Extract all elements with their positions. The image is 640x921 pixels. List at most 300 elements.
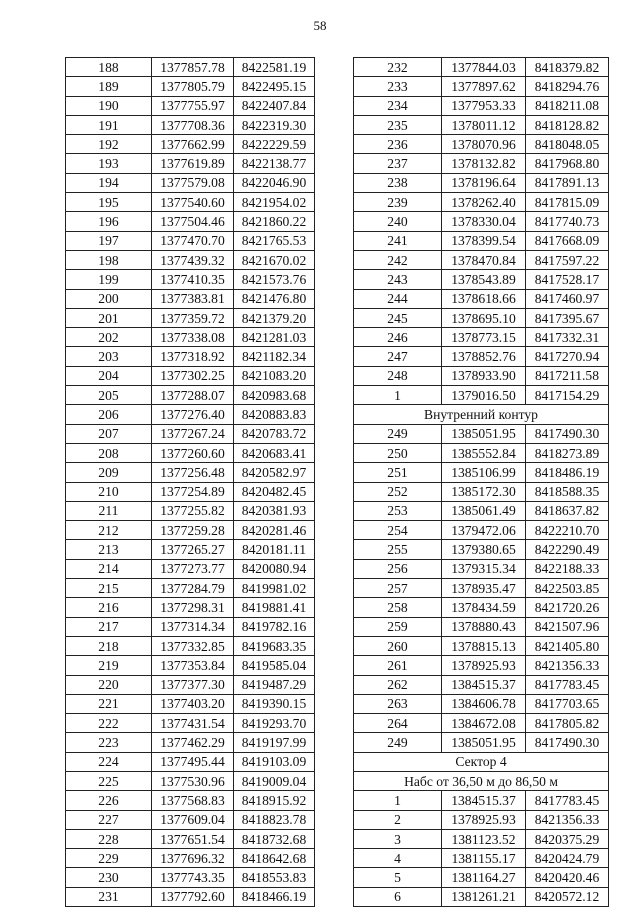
section-heading: Сектор 4 xyxy=(354,752,609,771)
point-number-cell: 242 xyxy=(354,250,442,269)
point-number-cell: 263 xyxy=(354,694,442,713)
table-row xyxy=(354,694,609,713)
table-row xyxy=(354,675,609,694)
y-coordinate-cell: 8417395.67 xyxy=(526,308,609,327)
x-coordinate-cell: 1377439.32 xyxy=(152,250,234,269)
y-coordinate-cell: 8421670.02 xyxy=(234,250,315,269)
table-row xyxy=(66,771,315,790)
y-coordinate-cell: 8421765.53 xyxy=(234,231,315,250)
x-coordinate-cell: 1377696.32 xyxy=(152,849,234,868)
table-row xyxy=(66,714,315,733)
table-row xyxy=(66,849,315,868)
x-coordinate-cell: 1377857.78 xyxy=(152,58,234,77)
table-row xyxy=(66,579,315,598)
x-coordinate-cell: 1377609.04 xyxy=(152,810,234,829)
point-number-cell: 233 xyxy=(354,77,442,96)
table-row xyxy=(354,868,609,887)
y-coordinate-cell: 8417703.65 xyxy=(526,694,609,713)
x-coordinate-cell: 1385106.99 xyxy=(442,463,526,482)
table-row xyxy=(354,617,609,636)
table-row xyxy=(66,501,315,520)
point-number-cell: 205 xyxy=(66,386,152,405)
y-coordinate-cell: 8420482.45 xyxy=(234,482,315,501)
y-coordinate-cell: 8421860.22 xyxy=(234,212,315,231)
x-coordinate-cell: 1381164.27 xyxy=(442,868,526,887)
table-row xyxy=(354,733,609,752)
x-coordinate-cell: 1379472.06 xyxy=(442,521,526,540)
table-row xyxy=(354,829,609,848)
x-coordinate-cell: 1377318.92 xyxy=(152,347,234,366)
x-coordinate-cell: 1378935.47 xyxy=(442,579,526,598)
y-coordinate-cell: 8422407.84 xyxy=(234,96,315,115)
point-number-cell: 243 xyxy=(354,270,442,289)
table-row xyxy=(354,443,609,462)
y-coordinate-cell: 8422210.70 xyxy=(526,521,609,540)
y-coordinate-cell: 8417460.97 xyxy=(526,289,609,308)
x-coordinate-cell: 1377276.40 xyxy=(152,405,234,424)
table-row xyxy=(66,115,315,134)
x-coordinate-cell: 1377288.07 xyxy=(152,386,234,405)
point-number-cell: 188 xyxy=(66,58,152,77)
y-coordinate-cell: 8418466.19 xyxy=(234,887,315,906)
point-number-cell: 249 xyxy=(354,733,442,752)
x-coordinate-cell: 1377897.62 xyxy=(442,77,526,96)
x-coordinate-cell: 1378330.04 xyxy=(442,212,526,231)
point-number-cell: 229 xyxy=(66,849,152,868)
point-number-cell: 252 xyxy=(354,482,442,501)
x-coordinate-cell: 1378196.64 xyxy=(442,173,526,192)
point-number-cell: 194 xyxy=(66,173,152,192)
table-row xyxy=(354,849,609,868)
section-heading-row xyxy=(354,405,609,424)
point-number-cell: 195 xyxy=(66,193,152,212)
point-number-cell: 214 xyxy=(66,559,152,578)
y-coordinate-cell: 8421083.20 xyxy=(234,366,315,385)
point-number-cell: 218 xyxy=(66,636,152,655)
x-coordinate-cell: 1377953.33 xyxy=(442,96,526,115)
x-coordinate-cell: 1377359.72 xyxy=(152,308,234,327)
x-coordinate-cell: 1377743.35 xyxy=(152,868,234,887)
x-coordinate-cell: 1377267.24 xyxy=(152,424,234,443)
x-coordinate-cell: 1377540.60 xyxy=(152,193,234,212)
x-coordinate-cell: 1379380.65 xyxy=(442,540,526,559)
point-number-cell: 212 xyxy=(66,521,152,540)
point-number-cell: 245 xyxy=(354,308,442,327)
y-coordinate-cell: 8421356.33 xyxy=(526,810,609,829)
point-number-cell: 215 xyxy=(66,579,152,598)
x-coordinate-cell: 1377338.08 xyxy=(152,328,234,347)
point-number-cell: 206 xyxy=(66,405,152,424)
point-number-cell: 251 xyxy=(354,463,442,482)
point-number-cell: 201 xyxy=(66,308,152,327)
x-coordinate-cell: 1385172.30 xyxy=(442,482,526,501)
y-coordinate-cell: 8419683.35 xyxy=(234,636,315,655)
x-coordinate-cell: 1381123.52 xyxy=(442,829,526,848)
y-coordinate-cell: 8422188.33 xyxy=(526,559,609,578)
y-coordinate-cell: 8420375.29 xyxy=(526,829,609,848)
point-number-cell: 220 xyxy=(66,675,152,694)
x-coordinate-cell: 1377755.97 xyxy=(152,96,234,115)
y-coordinate-cell: 8420381.93 xyxy=(234,501,315,520)
x-coordinate-cell: 1378880.43 xyxy=(442,617,526,636)
point-number-cell: 217 xyxy=(66,617,152,636)
x-coordinate-cell: 1385051.95 xyxy=(442,733,526,752)
x-coordinate-cell: 1377403.20 xyxy=(152,694,234,713)
table-row xyxy=(66,308,315,327)
point-number-cell: 1 xyxy=(354,386,442,405)
table-row xyxy=(66,193,315,212)
point-number-cell: 262 xyxy=(354,675,442,694)
y-coordinate-cell: 8422581.19 xyxy=(234,58,315,77)
point-number-cell: 5 xyxy=(354,868,442,887)
table-row xyxy=(66,443,315,462)
y-coordinate-cell: 8421182.34 xyxy=(234,347,315,366)
x-coordinate-cell: 1377332.85 xyxy=(152,636,234,655)
point-number-cell: 3 xyxy=(354,829,442,848)
y-coordinate-cell: 8417490.30 xyxy=(526,424,609,443)
table-row xyxy=(354,424,609,443)
x-coordinate-cell: 1377504.46 xyxy=(152,212,234,231)
table-row xyxy=(354,231,609,250)
x-coordinate-cell: 1377302.25 xyxy=(152,366,234,385)
table-row xyxy=(66,752,315,771)
y-coordinate-cell: 8417270.94 xyxy=(526,347,609,366)
table-row xyxy=(354,482,609,501)
point-number-cell: 199 xyxy=(66,270,152,289)
x-coordinate-cell: 1377495.44 xyxy=(152,752,234,771)
x-coordinate-cell: 1378434.59 xyxy=(442,598,526,617)
x-coordinate-cell: 1378695.10 xyxy=(442,308,526,327)
y-coordinate-cell: 8420683.41 xyxy=(234,443,315,462)
y-coordinate-cell: 8419881.41 xyxy=(234,598,315,617)
table-row xyxy=(66,135,315,154)
table-row xyxy=(66,58,315,77)
y-coordinate-cell: 8421507.96 xyxy=(526,617,609,636)
y-coordinate-cell: 8422229.59 xyxy=(234,135,315,154)
table-row xyxy=(354,656,609,675)
x-coordinate-cell: 1377530.96 xyxy=(152,771,234,790)
y-coordinate-cell: 8421573.76 xyxy=(234,270,315,289)
point-number-cell: 235 xyxy=(354,115,442,134)
point-number-cell: 208 xyxy=(66,443,152,462)
table-row xyxy=(354,501,609,520)
y-coordinate-cell: 8422495.15 xyxy=(234,77,315,96)
x-coordinate-cell: 1385552.84 xyxy=(442,443,526,462)
section-heading-row xyxy=(354,771,609,790)
table-row xyxy=(354,598,609,617)
y-coordinate-cell: 8419103.09 xyxy=(234,752,315,771)
point-number-cell: 239 xyxy=(354,193,442,212)
table-row xyxy=(66,154,315,173)
y-coordinate-cell: 8417528.17 xyxy=(526,270,609,289)
y-coordinate-cell: 8417805.82 xyxy=(526,714,609,733)
point-number-cell: 246 xyxy=(354,328,442,347)
table-row xyxy=(354,887,609,906)
x-coordinate-cell: 1385051.95 xyxy=(442,424,526,443)
point-number-cell: 4 xyxy=(354,849,442,868)
y-coordinate-cell: 8422503.85 xyxy=(526,579,609,598)
y-coordinate-cell: 8417815.09 xyxy=(526,193,609,212)
table-row xyxy=(354,250,609,269)
table-row xyxy=(354,289,609,308)
point-number-cell: 223 xyxy=(66,733,152,752)
table-row xyxy=(354,135,609,154)
point-number-cell: 191 xyxy=(66,115,152,134)
x-coordinate-cell: 1378773.15 xyxy=(442,328,526,347)
x-coordinate-cell: 1377314.34 xyxy=(152,617,234,636)
point-number-cell: 237 xyxy=(354,154,442,173)
point-number-cell: 247 xyxy=(354,347,442,366)
x-coordinate-cell: 1378399.54 xyxy=(442,231,526,250)
y-coordinate-cell: 8418915.92 xyxy=(234,791,315,810)
x-coordinate-cell: 1384672.08 xyxy=(442,714,526,733)
coordinates-table-right xyxy=(353,57,609,907)
point-number-cell: 198 xyxy=(66,250,152,269)
x-coordinate-cell: 1377383.81 xyxy=(152,289,234,308)
y-coordinate-cell: 8419585.04 xyxy=(234,656,315,675)
x-coordinate-cell: 1377265.27 xyxy=(152,540,234,559)
table-row xyxy=(66,675,315,694)
point-number-cell: 219 xyxy=(66,656,152,675)
point-number-cell: 197 xyxy=(66,231,152,250)
table-row xyxy=(354,521,609,540)
x-coordinate-cell: 1378543.89 xyxy=(442,270,526,289)
x-coordinate-cell: 1377579.08 xyxy=(152,173,234,192)
y-coordinate-cell: 8418637.82 xyxy=(526,501,609,520)
table-row xyxy=(66,270,315,289)
x-coordinate-cell: 1377805.79 xyxy=(152,77,234,96)
x-coordinate-cell: 1377254.89 xyxy=(152,482,234,501)
table-row xyxy=(354,714,609,733)
point-number-cell: 232 xyxy=(354,58,442,77)
table-row xyxy=(66,347,315,366)
x-coordinate-cell: 1377462.29 xyxy=(152,733,234,752)
x-coordinate-cell: 1379315.34 xyxy=(442,559,526,578)
y-coordinate-cell: 8417211.58 xyxy=(526,366,609,385)
table-row xyxy=(354,366,609,385)
point-number-cell: 236 xyxy=(354,135,442,154)
point-number-cell: 226 xyxy=(66,791,152,810)
table-row xyxy=(354,115,609,134)
y-coordinate-cell: 8419197.99 xyxy=(234,733,315,752)
section-heading-row xyxy=(354,752,609,771)
table-row xyxy=(354,270,609,289)
x-coordinate-cell: 1381261.21 xyxy=(442,887,526,906)
table-row xyxy=(66,96,315,115)
point-number-cell: 257 xyxy=(354,579,442,598)
y-coordinate-cell: 8420983.68 xyxy=(234,386,315,405)
x-coordinate-cell: 1377260.60 xyxy=(152,443,234,462)
point-number-cell: 261 xyxy=(354,656,442,675)
y-coordinate-cell: 8418823.78 xyxy=(234,810,315,829)
y-coordinate-cell: 8419009.04 xyxy=(234,771,315,790)
y-coordinate-cell: 8418211.08 xyxy=(526,96,609,115)
point-number-cell: 253 xyxy=(354,501,442,520)
y-coordinate-cell: 8417597.22 xyxy=(526,250,609,269)
table-row xyxy=(354,77,609,96)
table-row xyxy=(354,791,609,810)
table-row xyxy=(66,868,315,887)
x-coordinate-cell: 1377792.60 xyxy=(152,887,234,906)
table-row xyxy=(354,212,609,231)
y-coordinate-cell: 8421476.80 xyxy=(234,289,315,308)
table-row xyxy=(354,328,609,347)
x-coordinate-cell: 1377377.30 xyxy=(152,675,234,694)
y-coordinate-cell: 8422290.49 xyxy=(526,540,609,559)
point-number-cell: 230 xyxy=(66,868,152,887)
table-row xyxy=(354,636,609,655)
y-coordinate-cell: 8417891.13 xyxy=(526,173,609,192)
point-number-cell: 231 xyxy=(66,887,152,906)
y-coordinate-cell: 8419981.02 xyxy=(234,579,315,598)
section-heading: Внутренний контур xyxy=(354,405,609,424)
point-number-cell: 250 xyxy=(354,443,442,462)
point-number-cell: 6 xyxy=(354,887,442,906)
y-coordinate-cell: 8420420.46 xyxy=(526,868,609,887)
table-row xyxy=(66,482,315,501)
x-coordinate-cell: 1377410.35 xyxy=(152,270,234,289)
table-row xyxy=(66,617,315,636)
y-coordinate-cell: 8417783.45 xyxy=(526,791,609,810)
x-coordinate-cell: 1378618.66 xyxy=(442,289,526,308)
y-coordinate-cell: 8420181.11 xyxy=(234,540,315,559)
y-coordinate-cell: 8420572.12 xyxy=(526,887,609,906)
table-row xyxy=(66,521,315,540)
point-number-cell: 260 xyxy=(354,636,442,655)
y-coordinate-cell: 8421281.03 xyxy=(234,328,315,347)
table-row xyxy=(354,540,609,559)
point-number-cell: 238 xyxy=(354,173,442,192)
x-coordinate-cell: 1377619.89 xyxy=(152,154,234,173)
table-row xyxy=(354,347,609,366)
point-number-cell: 211 xyxy=(66,501,152,520)
point-number-cell: 196 xyxy=(66,212,152,231)
y-coordinate-cell: 8417154.29 xyxy=(526,386,609,405)
point-number-cell: 258 xyxy=(354,598,442,617)
table-row xyxy=(66,231,315,250)
table-row xyxy=(66,250,315,269)
table-row xyxy=(66,289,315,308)
x-coordinate-cell: 1384606.78 xyxy=(442,694,526,713)
table-row xyxy=(354,463,609,482)
point-number-cell: 213 xyxy=(66,540,152,559)
point-number-cell: 2 xyxy=(354,810,442,829)
section-heading: Набс от 36,50 м до 86,50 м xyxy=(354,771,609,790)
table-row xyxy=(354,96,609,115)
x-coordinate-cell: 1378470.84 xyxy=(442,250,526,269)
x-coordinate-cell: 1384515.37 xyxy=(442,675,526,694)
y-coordinate-cell: 8419487.29 xyxy=(234,675,315,694)
table-row xyxy=(66,405,315,424)
x-coordinate-cell: 1377431.54 xyxy=(152,714,234,733)
point-number-cell: 210 xyxy=(66,482,152,501)
y-coordinate-cell: 8418128.82 xyxy=(526,115,609,134)
x-coordinate-cell: 1377708.36 xyxy=(152,115,234,134)
table-row xyxy=(66,636,315,655)
point-number-cell: 248 xyxy=(354,366,442,385)
y-coordinate-cell: 8418294.76 xyxy=(526,77,609,96)
table-row xyxy=(66,77,315,96)
table-row xyxy=(66,733,315,752)
point-number-cell: 256 xyxy=(354,559,442,578)
x-coordinate-cell: 1378262.40 xyxy=(442,193,526,212)
x-coordinate-cell: 1378815.13 xyxy=(442,636,526,655)
x-coordinate-cell: 1378925.93 xyxy=(442,810,526,829)
point-number-cell: 234 xyxy=(354,96,442,115)
x-coordinate-cell: 1377255.82 xyxy=(152,501,234,520)
page-number: 58 xyxy=(313,18,327,33)
y-coordinate-cell: 8419782.16 xyxy=(234,617,315,636)
table-row xyxy=(66,694,315,713)
y-coordinate-cell: 8421954.02 xyxy=(234,193,315,212)
x-coordinate-cell: 1377662.99 xyxy=(152,135,234,154)
y-coordinate-cell: 8420424.79 xyxy=(526,849,609,868)
y-coordinate-cell: 8418553.83 xyxy=(234,868,315,887)
table-row xyxy=(354,308,609,327)
y-coordinate-cell: 8420080.94 xyxy=(234,559,315,578)
point-number-cell: 209 xyxy=(66,463,152,482)
coordinates-table-left xyxy=(65,57,315,907)
y-coordinate-cell: 8417783.45 xyxy=(526,675,609,694)
x-coordinate-cell: 1379016.50 xyxy=(442,386,526,405)
y-coordinate-cell: 8420883.83 xyxy=(234,405,315,424)
x-coordinate-cell: 1377353.84 xyxy=(152,656,234,675)
point-number-cell: 222 xyxy=(66,714,152,733)
y-coordinate-cell: 8418588.35 xyxy=(526,482,609,501)
y-coordinate-cell: 8421356.33 xyxy=(526,656,609,675)
x-coordinate-cell: 1378132.82 xyxy=(442,154,526,173)
y-coordinate-cell: 8420783.72 xyxy=(234,424,315,443)
point-number-cell: 225 xyxy=(66,771,152,790)
y-coordinate-cell: 8420281.46 xyxy=(234,521,315,540)
point-number-cell: 241 xyxy=(354,231,442,250)
x-coordinate-cell: 1381155.17 xyxy=(442,849,526,868)
table-row xyxy=(66,386,315,405)
point-number-cell: 193 xyxy=(66,154,152,173)
y-coordinate-cell: 8417740.73 xyxy=(526,212,609,231)
table-row xyxy=(66,540,315,559)
y-coordinate-cell: 8422046.90 xyxy=(234,173,315,192)
table-row xyxy=(354,579,609,598)
x-coordinate-cell: 1378070.96 xyxy=(442,135,526,154)
x-coordinate-cell: 1377298.31 xyxy=(152,598,234,617)
x-coordinate-cell: 1377844.03 xyxy=(442,58,526,77)
x-coordinate-cell: 1377273.77 xyxy=(152,559,234,578)
y-coordinate-cell: 8422319.30 xyxy=(234,115,315,134)
y-coordinate-cell: 8419390.15 xyxy=(234,694,315,713)
x-coordinate-cell: 1385061.49 xyxy=(442,501,526,520)
y-coordinate-cell: 8421379.20 xyxy=(234,308,315,327)
table-row xyxy=(66,810,315,829)
point-number-cell: 203 xyxy=(66,347,152,366)
table-row xyxy=(66,328,315,347)
table-row xyxy=(66,791,315,810)
x-coordinate-cell: 1384515.37 xyxy=(442,791,526,810)
table-row xyxy=(354,173,609,192)
point-number-cell: 190 xyxy=(66,96,152,115)
x-coordinate-cell: 1377651.54 xyxy=(152,829,234,848)
point-number-cell: 221 xyxy=(66,694,152,713)
table-row xyxy=(66,173,315,192)
table-row xyxy=(66,366,315,385)
point-number-cell: 204 xyxy=(66,366,152,385)
y-coordinate-cell: 8418048.05 xyxy=(526,135,609,154)
x-coordinate-cell: 1378011.12 xyxy=(442,115,526,134)
y-coordinate-cell: 8419293.70 xyxy=(234,714,315,733)
table-row xyxy=(66,829,315,848)
point-number-cell: 254 xyxy=(354,521,442,540)
point-number-cell: 240 xyxy=(354,212,442,231)
